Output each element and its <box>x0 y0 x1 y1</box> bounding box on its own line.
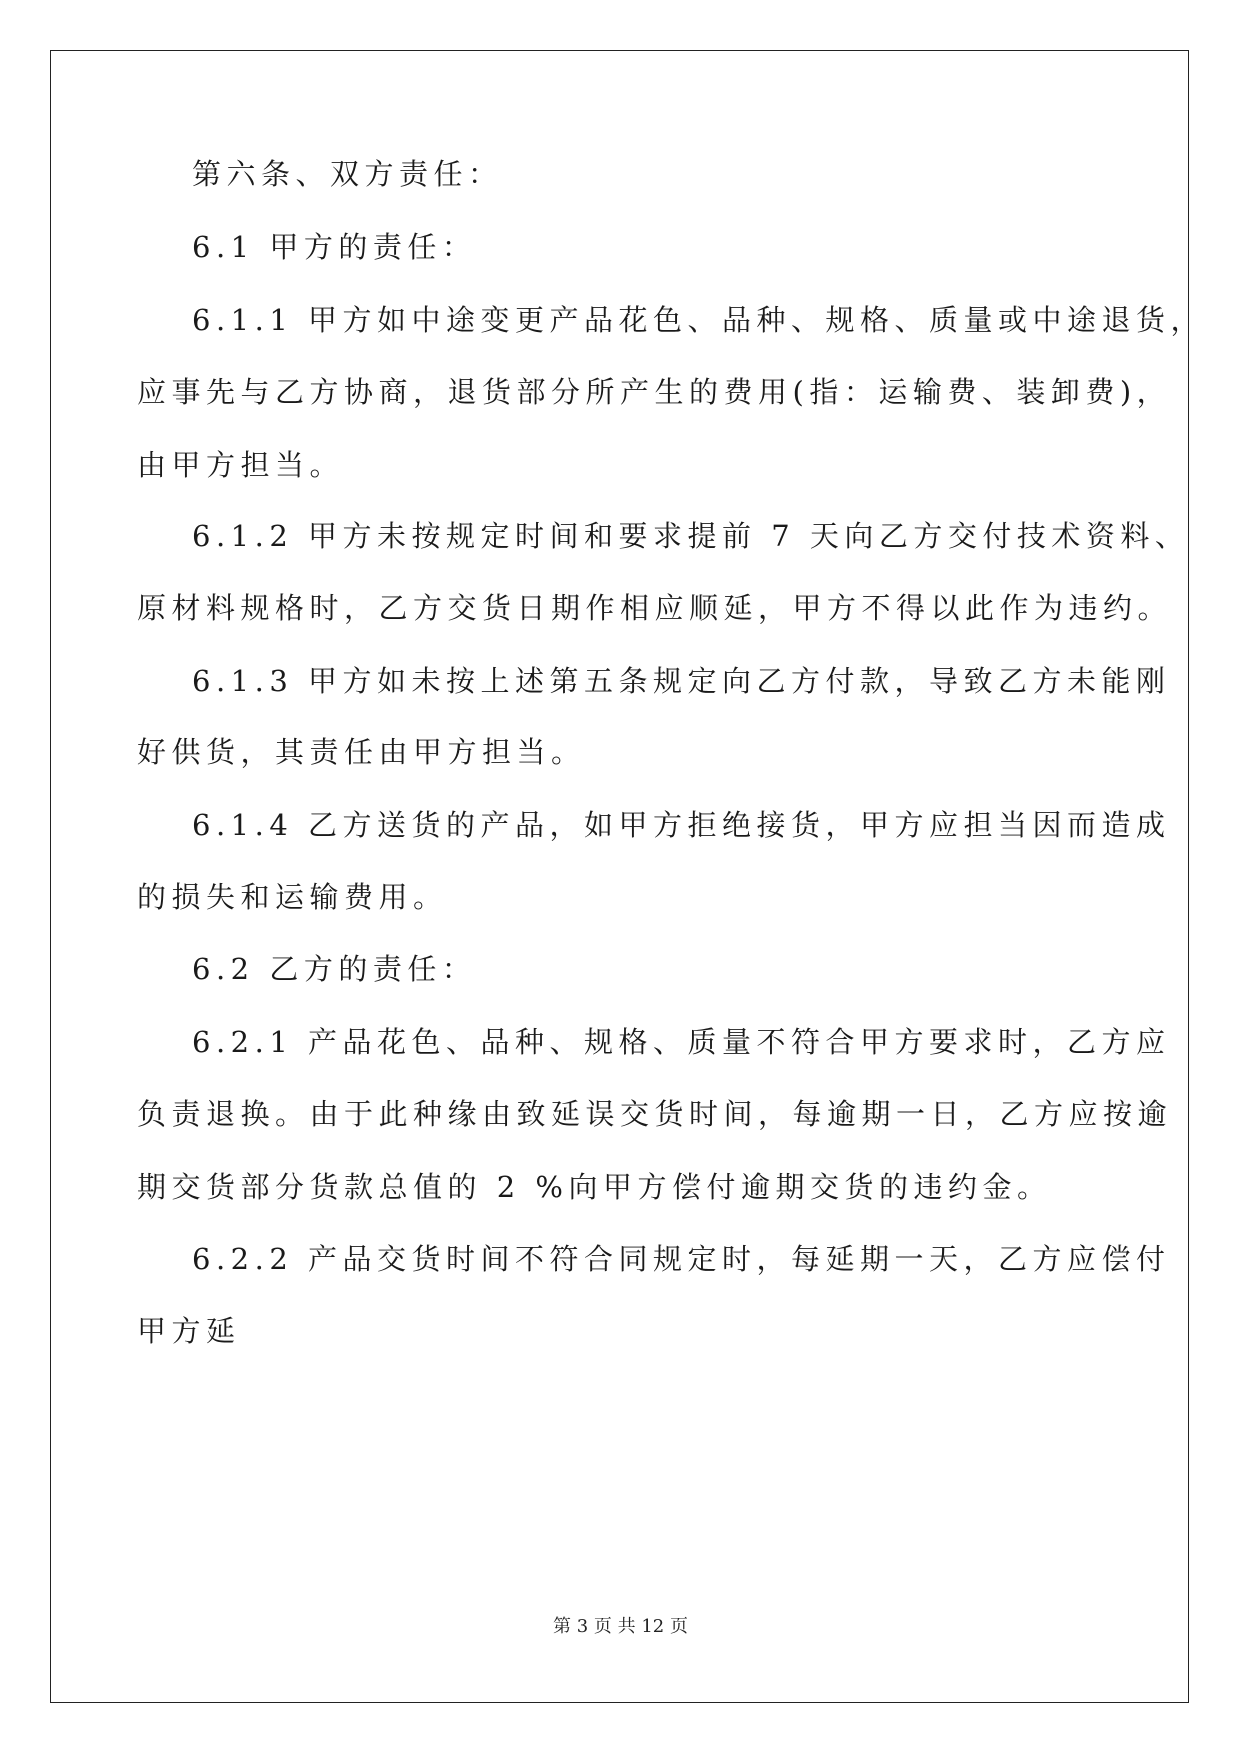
paragraph-line: 好供货，其责任由甲方担当。 <box>137 735 586 769</box>
subsection-heading: 6.1 甲方的责任： <box>192 230 477 264</box>
paragraph-line: 原材料规格时，乙方交货日期作相应顺延，甲方不得以此作为违约。 <box>137 591 1173 625</box>
paragraph-line: 期交货部分货款总值的 2 %向甲方偿付逾期交货的违约金。 <box>137 1170 1052 1204</box>
subsection-heading: 6.2 乙方的责任： <box>192 952 477 986</box>
section-heading: 第六条、双方责任： <box>192 157 503 191</box>
paragraph-line: 6.1.3 甲方如未按上述第五条规定向乙方付款，导致乙方未能刚 <box>192 664 1171 698</box>
paragraph-line: 6.1.4 乙方送货的产品，如甲方拒绝接货，甲方应担当因而造成 <box>192 808 1171 842</box>
paragraph-line: 6.2.2 产品交货时间不符合同规定时，每延期一天，乙方应偿付 <box>192 1242 1171 1276</box>
paragraph-line: 由甲方担当。 <box>137 448 345 482</box>
page-number-footer: 第 3 页 共 12 页 <box>553 1616 688 1637</box>
paragraph-line: 6.1.1 甲方如中途变更产品花色、品种、规格、质量或中途退货， <box>192 303 1206 337</box>
paragraph-line: 的损失和运输费用。 <box>137 880 448 914</box>
paragraph-line: 负责退换。由于此种缘由致延误交货时间，每逾期一日，乙方应按逾 <box>137 1097 1173 1131</box>
paragraph-line: 甲方延 <box>137 1314 241 1348</box>
paragraph-line: 应事先与乙方协商，退货部分所产生的费用(指：运输费、装卸费)， <box>137 375 1172 409</box>
page-border <box>50 50 1189 1703</box>
paragraph-line: 6.2.1 产品花色、品种、规格、质量不符合甲方要求时，乙方应 <box>192 1025 1171 1059</box>
paragraph-line: 6.1.2 甲方未按规定时间和要求提前 7 天向乙方交付技术资料、 <box>192 519 1190 553</box>
